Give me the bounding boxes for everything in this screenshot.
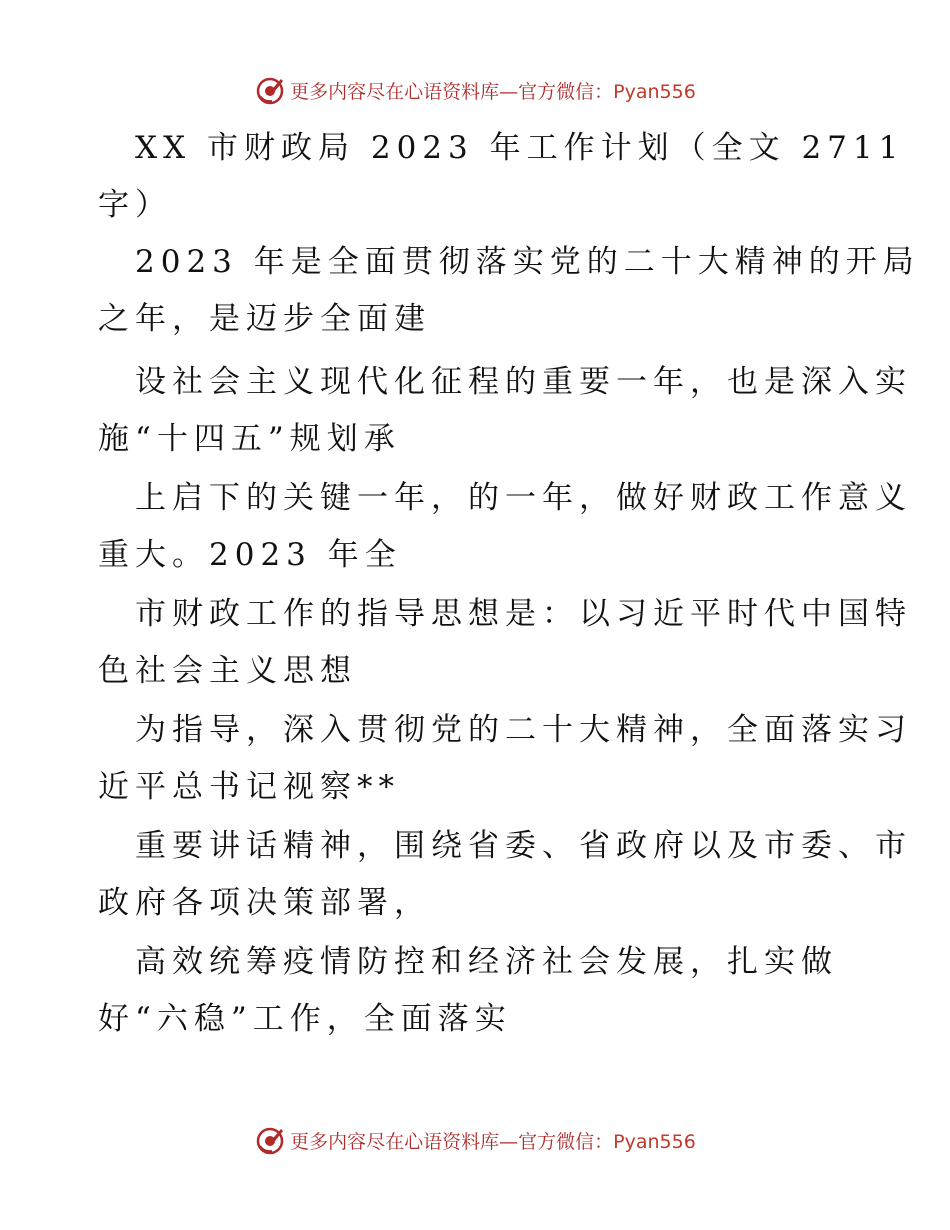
paragraph-line: 上启下的关键一年，的一年，做好财政工作意义	[135, 480, 912, 516]
watermark-handle: Pyan556	[613, 80, 696, 103]
paragraph-line: 好“六稳”工作，全面落实	[98, 1001, 512, 1037]
document-title-line-1: XX 市财政局 2023 年工作计划（全文 2711	[135, 130, 905, 166]
watermark-text: 更多内容尽在心语资料库—官方微信：Pyan556	[290, 1130, 696, 1153]
paragraph-line: 为指导，深入贯彻党的二十大精神，全面落实习	[135, 712, 912, 748]
footer-watermark	[0, 1120, 950, 1160]
paragraph-line: 重大。2023 年全	[98, 537, 402, 573]
pen-circle-logo-icon	[254, 74, 286, 106]
header-watermark	[0, 70, 950, 110]
paragraph-line: 色社会主义思想	[98, 653, 357, 689]
document-title-line-2: 字）	[98, 187, 172, 223]
paragraph-line: 近平总书记视察**	[98, 769, 400, 805]
paragraph-line: 2023 年是全面贯彻落实党的二十大精神的开局	[135, 244, 920, 280]
watermark-handle: Pyan556	[613, 1130, 696, 1153]
paragraph-line: 重要讲话精神，围绕省委、省政府以及市委、市	[135, 828, 912, 864]
paragraph-line: 市财政工作的指导思想是：以习近平时代中国特	[135, 596, 912, 632]
paragraph-line: 设社会主义现代化征程的重要一年，也是深入实	[135, 364, 912, 400]
paragraph-line: 政府各项决策部署，	[98, 885, 431, 921]
paragraph-line: 高效统筹疫情防控和经济社会发展，扎实做	[135, 944, 838, 980]
paragraph-line: 施“十四五”规划承	[98, 421, 401, 457]
watermark-text: 更多内容尽在心语资料库—官方微信：Pyan556	[290, 80, 696, 103]
pen-circle-logo-icon	[254, 1124, 286, 1156]
paragraph-line: 之年，是迈步全面建	[98, 301, 431, 337]
